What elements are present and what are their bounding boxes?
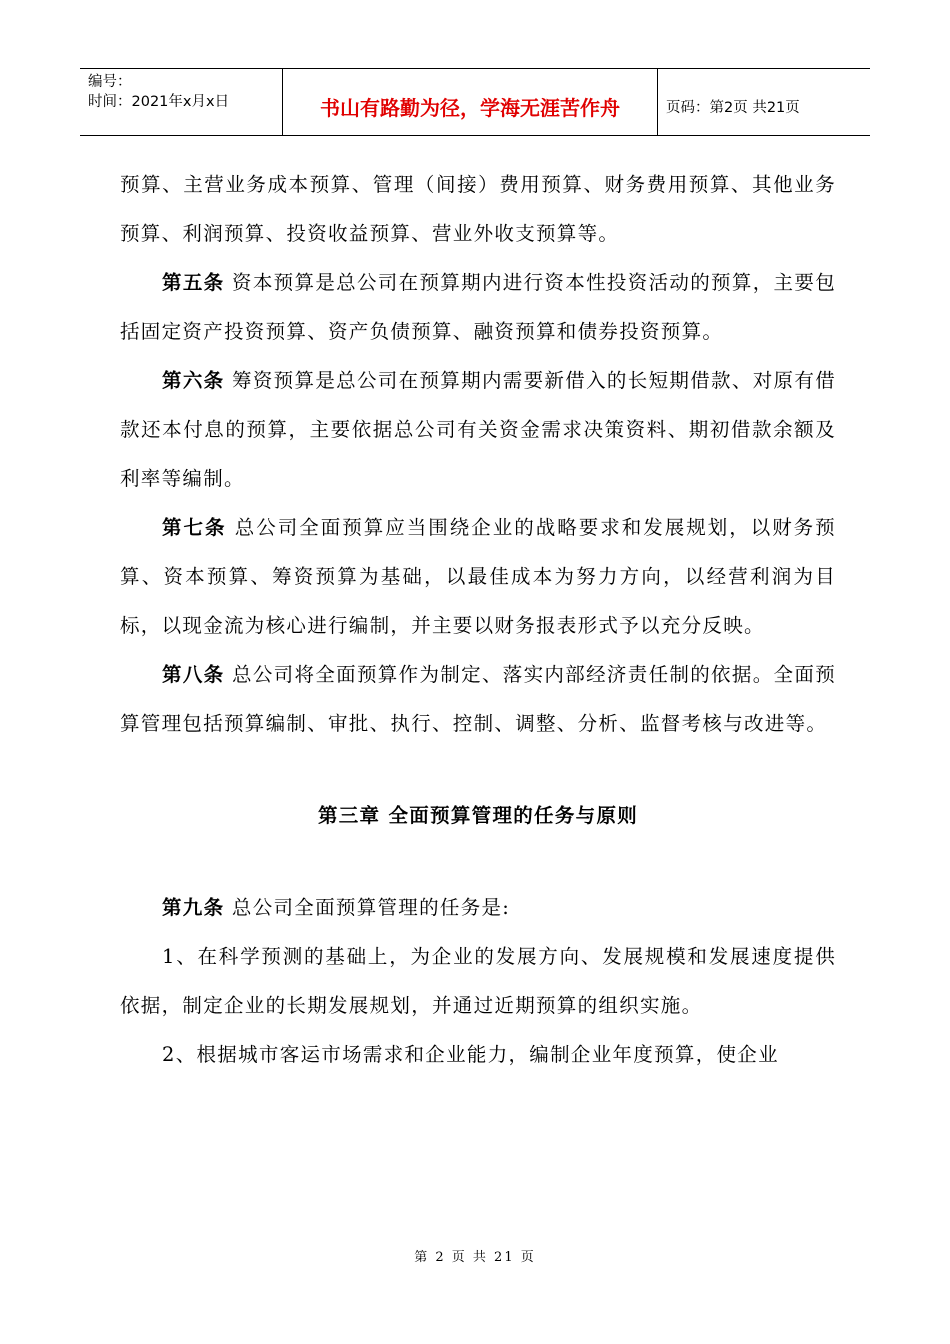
article-7 (120, 503, 836, 650)
article-7-text: 总公司全面预算应当围绕企业的战略要求和发展规划，以财务预算、资本预算、筹资预算为基础，以最佳成本为努力方向，以经营利润为目标，以现金流为核心进行编制，并主要以财务报表形式予以充分反映。 (120, 516, 836, 637)
header-page-info: 页码：第2页 共21页 (666, 99, 800, 116)
document-number-label: 编号： (88, 74, 132, 90)
document-time-label: 时间：2021年x月x日 (88, 94, 230, 110)
document-body (120, 160, 836, 1079)
page-footer: 第 2 页 共 21 页 (414, 1250, 536, 1265)
chapter-title: 第三章 全面预算管理的任务与原则 (317, 804, 639, 827)
document-header (80, 68, 870, 136)
article-6-label: 第六条 (162, 369, 225, 392)
article-9-text: 总公司全面预算管理的任务是: (224, 896, 511, 919)
list-item-1: 1、在科学预测的基础上，为企业的发展方向、发展规模和发展速度提供依据，制定企业的长期发展规划，并通过近期预算的组织实施。 (120, 945, 836, 1017)
article-8-label: 第八条 (162, 663, 225, 686)
article-5-label: 第五条 (162, 271, 225, 294)
header-motto: 书山有路勤为径，学海无涯苦作舟 (283, 69, 658, 135)
header-meta (80, 69, 283, 135)
article-9 (120, 883, 836, 932)
article-6 (120, 356, 836, 503)
article-8 (120, 650, 836, 748)
article-5 (120, 258, 836, 356)
article-5-text: 资本预算是总公司在预算期内进行资本性投资活动的预算，主要包括固定资产投资预算、资产负债预算、融资预算和债券投资预算。 (120, 271, 836, 343)
article-9-label: 第九条 (162, 896, 225, 919)
list-item-2: 2、根据城市客运市场需求和企业能力，编制企业年度预算，使企业 (162, 1043, 779, 1066)
article-7-label: 第七条 (162, 516, 227, 539)
article-8-text: 总公司将全面预算作为制定、落实内部经济责任制的依据。全面预算管理包括预算编制、审批、执行、控制、调整、分析、监督考核与改进等。 (120, 663, 836, 735)
paragraph-continued: 预算、主营业务成本预算、管理（间接）费用预算、财务费用预算、其他业务预算、利润预算、投资收益预算、营业外收支预算等。 (120, 173, 836, 245)
article-6-text: 筹资预算是总公司在预算期内需要新借入的长短期借款、对原有借款还本付息的预算，主要依据总公司有关资金需求决策资料、期初借款余额及利率等编制。 (120, 369, 836, 490)
